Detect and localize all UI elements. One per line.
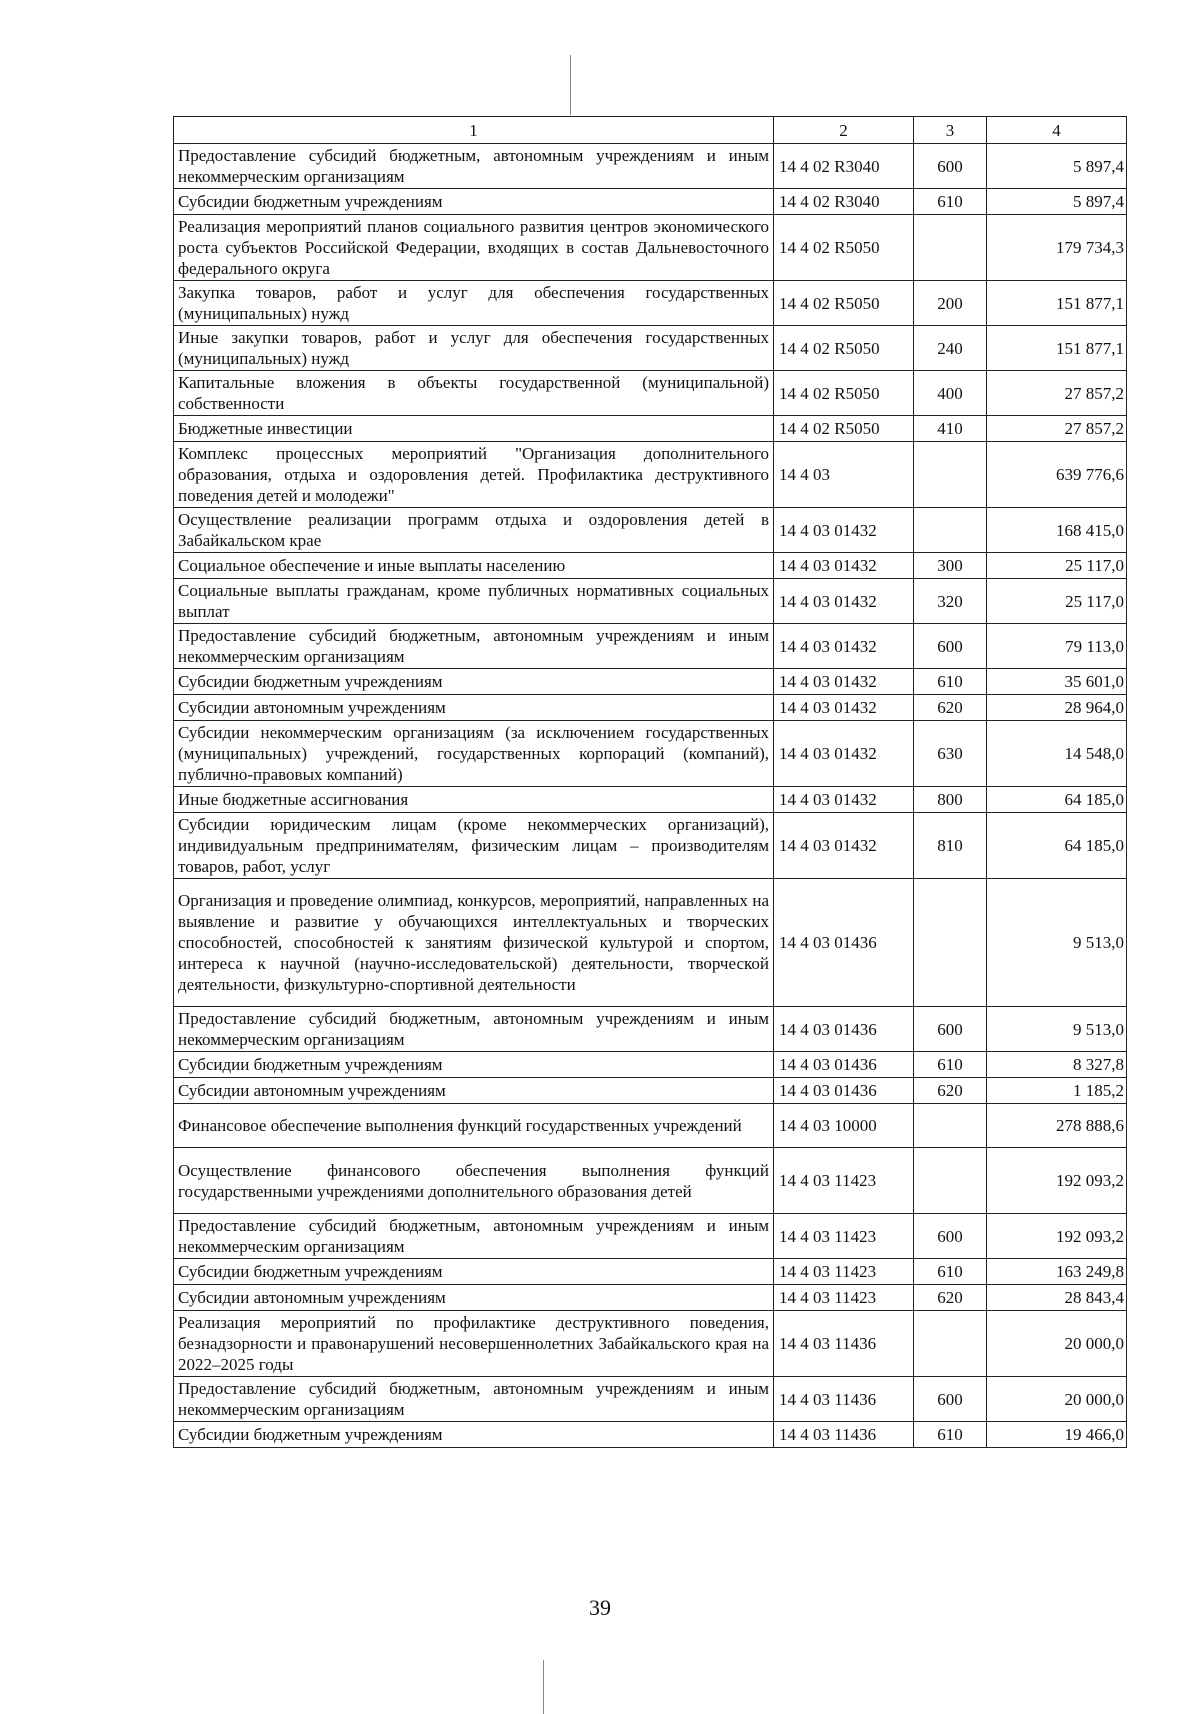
- cell-name: Осуществление реализации программ отдыха и оздоровления детей в Забайкальском крае: [174, 508, 774, 553]
- cell-type: 800: [914, 787, 987, 813]
- cell-name: Осуществление финансового обеспечения выполнения функций государственными учреждениями дополнительного образования детей: [174, 1148, 774, 1214]
- cell-name: Социальные выплаты гражданам, кроме публичных нормативных социальных выплат: [174, 579, 774, 624]
- cell-type: 240: [914, 326, 987, 371]
- cell-amount: 28 964,0: [987, 695, 1127, 721]
- cell-name: Субсидии некоммерческим организациям (за исключением государственных (муниципальных) учреждений, государственных корпораций (компаний), публично-правовых компаний): [174, 721, 774, 787]
- cell-type: [914, 1104, 987, 1148]
- cell-code: 14 4 02 R3040: [774, 189, 914, 215]
- cell-name: Субсидии юридическим лицам (кроме некоммерческих организаций), индивидуальным предпринимателям, физическим лицам – производителям товаров, работ, услуг: [174, 813, 774, 879]
- table-row: [174, 416, 1127, 442]
- cell-code: 14 4 03 01432: [774, 787, 914, 813]
- cell-amount: 163 249,8: [987, 1259, 1127, 1285]
- cell-code: 14 4 02 R5050: [774, 416, 914, 442]
- table-row: [174, 508, 1127, 553]
- cell-name: Субсидии бюджетным учреждениям: [174, 1422, 774, 1448]
- header-col-1: 1: [174, 117, 774, 144]
- cell-type: 620: [914, 1078, 987, 1104]
- cell-code: 14 4 02 R5050: [774, 326, 914, 371]
- cell-name: Субсидии автономным учреждениям: [174, 1078, 774, 1104]
- table-row: [174, 879, 1127, 1007]
- cell-type: 620: [914, 1285, 987, 1311]
- cell-name: Предоставление субсидий бюджетным, автономным учреждениям и иным некоммерческим организациям: [174, 624, 774, 669]
- cell-amount: 179 734,3: [987, 215, 1127, 281]
- cell-name: Организация и проведение олимпиад, конкурсов, мероприятий, направленных на выявление и развитие у обучающихся интеллектуальных и творческих способностей, способностей к занятиям физической культурой и спортом, интереса к научной (научно-исследовательской) деятельности, творческой деятельности, физкультурно-спортивной деятельности: [174, 879, 774, 1007]
- cell-name: Социальное обеспечение и иные выплаты населению: [174, 553, 774, 579]
- cell-code: 14 4 03 01436: [774, 1078, 914, 1104]
- cell-code: 14 4 03 01432: [774, 721, 914, 787]
- cell-type: 600: [914, 1007, 987, 1052]
- cell-amount: 192 093,2: [987, 1214, 1127, 1259]
- cell-name: Субсидии бюджетным учреждениям: [174, 1259, 774, 1285]
- cell-code: 14 4 02 R3040: [774, 144, 914, 189]
- cell-amount: 25 117,0: [987, 579, 1127, 624]
- cell-code: 14 4 03 01432: [774, 508, 914, 553]
- cell-code: 14 4 03 01436: [774, 1052, 914, 1078]
- cell-type: 610: [914, 189, 987, 215]
- cell-type: 600: [914, 624, 987, 669]
- cell-name: Реализация мероприятий по профилактике деструктивного поведения, безнадзорности и правонарушений несовершеннолетних Забайкальского края на 2022–2025 годы: [174, 1311, 774, 1377]
- table-row: [174, 1311, 1127, 1377]
- cell-amount: 278 888,6: [987, 1104, 1127, 1148]
- cell-code: 14 4 03: [774, 442, 914, 508]
- cell-amount: 151 877,1: [987, 326, 1127, 371]
- cell-name: Предоставление субсидий бюджетным, автономным учреждениям и иным некоммерческим организациям: [174, 1007, 774, 1052]
- cell-type: 620: [914, 695, 987, 721]
- cell-name: Иные закупки товаров, работ и услуг для обеспечения государственных (муниципальных) нужд: [174, 326, 774, 371]
- cell-code: 14 4 03 11423: [774, 1214, 914, 1259]
- table-row: [174, 1285, 1127, 1311]
- table-row: [174, 813, 1127, 879]
- cell-name: Финансовое обеспечение выполнения функций государственных учреждений: [174, 1104, 774, 1148]
- cell-type: 810: [914, 813, 987, 879]
- cell-code: 14 4 03 01432: [774, 579, 914, 624]
- table-row: [174, 1214, 1127, 1259]
- table-row: [174, 442, 1127, 508]
- table-body: [174, 144, 1127, 1448]
- table-row: [174, 281, 1127, 326]
- cell-code: 14 4 03 11423: [774, 1285, 914, 1311]
- cell-amount: 20 000,0: [987, 1377, 1127, 1422]
- cell-type: 200: [914, 281, 987, 326]
- table-row: [174, 1377, 1127, 1422]
- table-row: [174, 1148, 1127, 1214]
- cell-amount: 14 548,0: [987, 721, 1127, 787]
- cell-code: 14 4 03 01432: [774, 695, 914, 721]
- cell-code: 14 4 03 01432: [774, 813, 914, 879]
- cell-amount: 25 117,0: [987, 553, 1127, 579]
- cell-amount: 19 466,0: [987, 1422, 1127, 1448]
- table-row: [174, 787, 1127, 813]
- cell-amount: 27 857,2: [987, 371, 1127, 416]
- header-col-2: 2: [774, 117, 914, 144]
- table-row: [174, 669, 1127, 695]
- table-row: [174, 1104, 1127, 1148]
- cell-amount: 5 897,4: [987, 144, 1127, 189]
- cell-name: Комплекс процессных мероприятий "Организация дополнительного образования, отдыха и оздоровления детей. Профилактика деструктивного поведения детей и молодежи": [174, 442, 774, 508]
- cell-name: Предоставление субсидий бюджетным, автономным учреждениям и иным некоммерческим организациям: [174, 144, 774, 189]
- cell-name: Субсидии автономным учреждениям: [174, 695, 774, 721]
- cell-name: Предоставление субсидий бюджетным, автономным учреждениям и иным некоммерческим организациям: [174, 1214, 774, 1259]
- table-row: [174, 1422, 1127, 1448]
- cell-type: 610: [914, 1052, 987, 1078]
- cell-code: 14 4 02 R5050: [774, 281, 914, 326]
- table-row: [174, 189, 1127, 215]
- table-row: [174, 695, 1127, 721]
- cell-amount: 64 185,0: [987, 813, 1127, 879]
- cell-code: 14 4 03 11436: [774, 1377, 914, 1422]
- cell-type: 630: [914, 721, 987, 787]
- table-row: [174, 1078, 1127, 1104]
- table-row: [174, 144, 1127, 189]
- table-row: [174, 371, 1127, 416]
- cell-type: 410: [914, 416, 987, 442]
- cell-type: 610: [914, 1259, 987, 1285]
- page-number: 39: [589, 1595, 611, 1620]
- header-col-4: 4: [987, 117, 1127, 144]
- cell-name: Капитальные вложения в объекты государственной (муниципальной) собственности: [174, 371, 774, 416]
- table-row: [174, 579, 1127, 624]
- cell-amount: 5 897,4: [987, 189, 1127, 215]
- cell-amount: 9 513,0: [987, 879, 1127, 1007]
- cell-amount: 35 601,0: [987, 669, 1127, 695]
- cell-name: Субсидии бюджетным учреждениям: [174, 669, 774, 695]
- scan-artifact-top: [570, 55, 571, 115]
- cell-code: 14 4 03 01432: [774, 624, 914, 669]
- table-row: [174, 1259, 1127, 1285]
- cell-amount: 79 113,0: [987, 624, 1127, 669]
- cell-amount: 9 513,0: [987, 1007, 1127, 1052]
- table-row: [174, 326, 1127, 371]
- cell-code: 14 4 02 R5050: [774, 371, 914, 416]
- cell-name: Субсидии бюджетным учреждениям: [174, 189, 774, 215]
- scan-artifact-bottom: [543, 1660, 544, 1714]
- cell-amount: 1 185,2: [987, 1078, 1127, 1104]
- cell-amount: 27 857,2: [987, 416, 1127, 442]
- table-row: [174, 553, 1127, 579]
- cell-type: 600: [914, 1214, 987, 1259]
- cell-name: Реализация мероприятий планов социального развития центров экономического роста субъектов Российской Федерации, входящих в состав Дальневосточного федерального округа: [174, 215, 774, 281]
- table-row: [174, 624, 1127, 669]
- cell-type: [914, 442, 987, 508]
- cell-amount: 192 093,2: [987, 1148, 1127, 1214]
- cell-amount: 8 327,8: [987, 1052, 1127, 1078]
- cell-type: 300: [914, 553, 987, 579]
- cell-code: 14 4 03 10000: [774, 1104, 914, 1148]
- budget-table: [173, 116, 1127, 1448]
- cell-type: [914, 1311, 987, 1377]
- cell-type: 610: [914, 669, 987, 695]
- table-row: [174, 215, 1127, 281]
- cell-name: Предоставление субсидий бюджетным, автономным учреждениям и иным некоммерческим организациям: [174, 1377, 774, 1422]
- table-row: [174, 1007, 1127, 1052]
- cell-amount: 639 776,6: [987, 442, 1127, 508]
- cell-name: Субсидии бюджетным учреждениям: [174, 1052, 774, 1078]
- cell-code: 14 4 03 01436: [774, 1007, 914, 1052]
- cell-type: 600: [914, 1377, 987, 1422]
- table-row: [174, 1052, 1127, 1078]
- header-col-3: 3: [914, 117, 987, 144]
- cell-amount: 64 185,0: [987, 787, 1127, 813]
- cell-code: 14 4 03 11436: [774, 1422, 914, 1448]
- cell-name: Закупка товаров, работ и услуг для обеспечения государственных (муниципальных) нужд: [174, 281, 774, 326]
- cell-name: Субсидии автономным учреждениям: [174, 1285, 774, 1311]
- cell-type: 400: [914, 371, 987, 416]
- cell-code: 14 4 03 11423: [774, 1259, 914, 1285]
- cell-amount: 151 877,1: [987, 281, 1127, 326]
- table-header-row: [174, 117, 1127, 144]
- cell-code: 14 4 03 01432: [774, 669, 914, 695]
- cell-name: Иные бюджетные ассигнования: [174, 787, 774, 813]
- cell-amount: 20 000,0: [987, 1311, 1127, 1377]
- cell-code: 14 4 03 01436: [774, 879, 914, 1007]
- cell-code: 14 4 03 11423: [774, 1148, 914, 1214]
- cell-name: Бюджетные инвестиции: [174, 416, 774, 442]
- cell-type: 610: [914, 1422, 987, 1448]
- cell-type: [914, 879, 987, 1007]
- cell-code: 14 4 03 11436: [774, 1311, 914, 1377]
- cell-type: 600: [914, 144, 987, 189]
- table-row: [174, 721, 1127, 787]
- cell-type: [914, 215, 987, 281]
- cell-type: [914, 1148, 987, 1214]
- cell-type: 320: [914, 579, 987, 624]
- cell-type: [914, 508, 987, 553]
- cell-code: 14 4 03 01432: [774, 553, 914, 579]
- cell-code: 14 4 02 R5050: [774, 215, 914, 281]
- cell-amount: 168 415,0: [987, 508, 1127, 553]
- cell-amount: 28 843,4: [987, 1285, 1127, 1311]
